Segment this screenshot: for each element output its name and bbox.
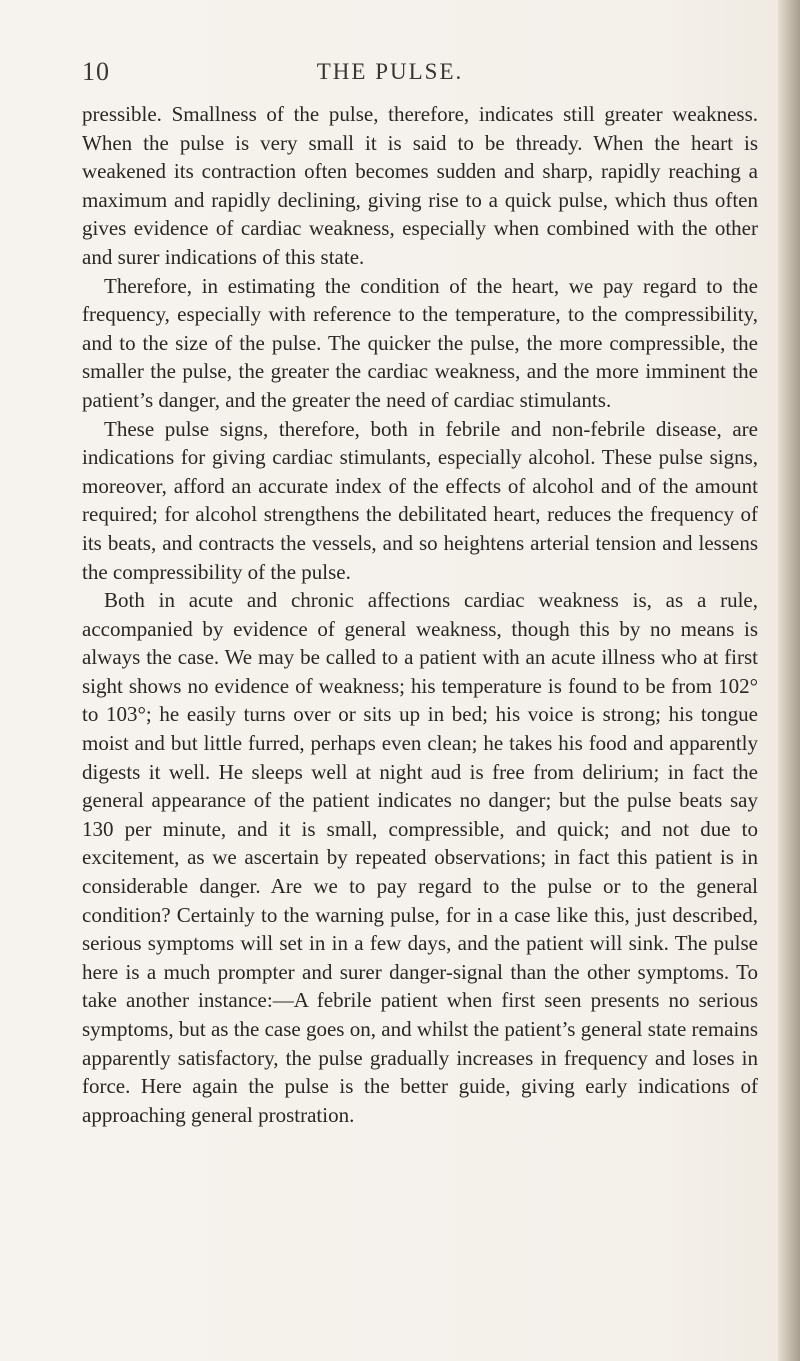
paragraph-4: Both in acute and chronic affections cardiac weakness is, as a rule, accompanied by evidence of general weakness, though this by no means is always the case. We may be called to a patient with an acute illness who at first sight shows no evidence of weakness; his temperature is found to be from 102° to 103°; he easily turns over or sits up in bed; his voice is strong; his tongue moist and but little furred, perhaps even clean; he takes his food and apparently digests it well. He sleeps well at night aud is free from delirium; in fact the general appearance of the patient indicates no danger; but the pulse beats say 130 per minute, and it is small, compressible, and quick; and not due to excitement, as we ascertain by repeated observations; in fact this patient is in considerable danger. Are we to pay regard to the pulse or to the general condition? Certainly to the warning pulse, for in a case like this, just described, serious symptoms will set in in a few days, and the patient will sink. The pulse here is a much prompter and surer danger-signal than the other symptoms. To take another instance:—A febrile patient when first seen presents no serious symptoms, but as the case goes on, and whilst the patient’s general state remains apparently satisfactory, the pulse gradually increases in frequency and loses in force. Here again the pulse is the better guide, giving early indications of approaching general prostration. (82, 588, 758, 1127)
paragraph-2: Therefore, in estimating the condition of the heart, we pay regard to the frequency, especially with reference to the temperature, to the compressibility, and to the size of the pulse. The quicker the pulse, the more compressible, the smaller the pulse, the greater the cardiac weakness, and the more imminent the patient’s danger, and the greater the need of cardiac stimulants. (82, 273, 758, 412)
page-edge-shadow (778, 0, 800, 1361)
body-text (82, 100, 758, 1129)
paragraph-3: These pulse signs, therefore, both in febrile and non-febrile disease, are indications for giving cardiac stimulants, especially alcohol. These pulse signs, moreover, afford an accurate index of the effects of alcohol and of the amount required; for alcohol strengthens the debilitated heart, reduces the frequency of its beats, and contracts the vessels, and so heightens arterial tension and lessens the compressibility of the pulse. (82, 416, 758, 584)
running-title: THE PULSE. (316, 59, 464, 84)
page-number: 10 (82, 57, 110, 86)
paragraph-1: pressible. Smallness of the pulse, therefore, indicates still greater weakness. When the pulse is very small it is said to be thready. When the heart is weakened its contraction often becomes sudden and sharp, rapidly reaching a maximum and rapidly declining, giving rise to a quick pulse, which thus often gives evidence of cardiac weakness, especially when combined with the other and surer indications of this state. (82, 102, 758, 269)
